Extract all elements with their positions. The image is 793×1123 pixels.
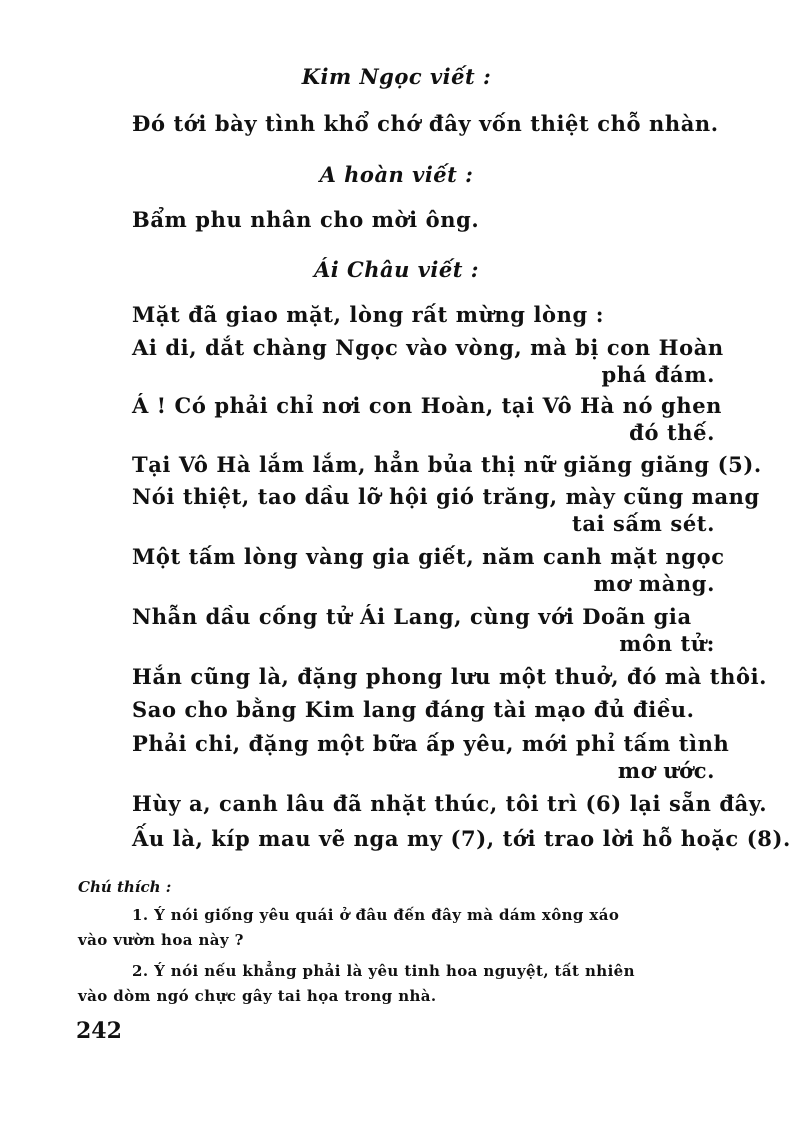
verse-line: Phải chi, đặng một bữa ấp yêu, mới phỉ tấm tình xyxy=(132,731,730,756)
heading-a-hoan: A hoàn viết : xyxy=(319,162,474,187)
verse-line: Nói thiệt, tao dầu lỡ hội gió trăng, mày cũng mang xyxy=(132,484,760,509)
footnote-line: 2. Ý nói nếu khẳng phải là yêu tinh hoa nguyệt, tất nhiên xyxy=(132,962,635,980)
verse-line: Nhẫn dầu cống tử Ái Lang, cùng với Doãn gia xyxy=(132,604,692,629)
verse-line: Ai di, dắt chàng Ngọc vào vòng, mà bị con Hoàn xyxy=(132,335,724,360)
notes-title: Chú thích : xyxy=(78,878,172,896)
footnote-line: 1. Ý nói giống yêu quái ở đâu đến đây mà dám xông xáo xyxy=(132,906,620,924)
verse-line-continuation: mơ màng. xyxy=(593,571,715,596)
verse-line-continuation: tai sấm sét. xyxy=(572,511,715,536)
verse-line-continuation: mơ ước. xyxy=(617,758,715,783)
kim-ngoc-text: Đó tới bày tình khổ chớ đây vốn thiệt chỗ nhàn. xyxy=(132,111,719,136)
verse-line: Hắn cũng là, đặng phong lưu một thuở, đó mà thôi. xyxy=(132,664,768,689)
verse-line: Ấu là, kíp mau vẽ nga my (7), tới trao lời hỗ hoặc (8). xyxy=(132,826,791,851)
page-number: 242 xyxy=(76,1018,122,1044)
footnote-line-continuation: vào dòm ngó chực gây tai họa trong nhà. xyxy=(78,987,437,1005)
verse-line: Mặt đã giao mặt, lòng rất mừng lòng : xyxy=(132,302,605,327)
verse-line: Tại Vô Hà lắm lắm, hẳn bủa thị nữ giăng giăng (5). xyxy=(132,452,762,477)
heading-ai-chau: Ái Châu viết : xyxy=(313,257,480,282)
verse-line-continuation: phá đám. xyxy=(601,362,715,387)
verse-line: Á ! Có phải chỉ nơi con Hoàn, tại Vô Hà nó ghen xyxy=(132,393,723,418)
heading-kim-ngoc: Kim Ngọc viết : xyxy=(301,64,492,89)
footnote-line-continuation: vào vườn hoa này ? xyxy=(78,931,244,949)
verse-line-continuation: môn tử: xyxy=(619,631,715,656)
verse-line: Hùy a, canh lâu đã nhặt thúc, tôi trì (6) lại sẵn đây. xyxy=(132,791,768,816)
verse-line: Sao cho bằng Kim lang đáng tài mạo đủ điều. xyxy=(132,697,695,722)
verse-line-continuation: đó thế. xyxy=(629,420,715,445)
a-hoan-text: Bẩm phu nhân cho mời ông. xyxy=(132,207,480,232)
verse-line: Một tấm lòng vàng gia giết, năm canh mặt ngọc xyxy=(132,544,725,569)
